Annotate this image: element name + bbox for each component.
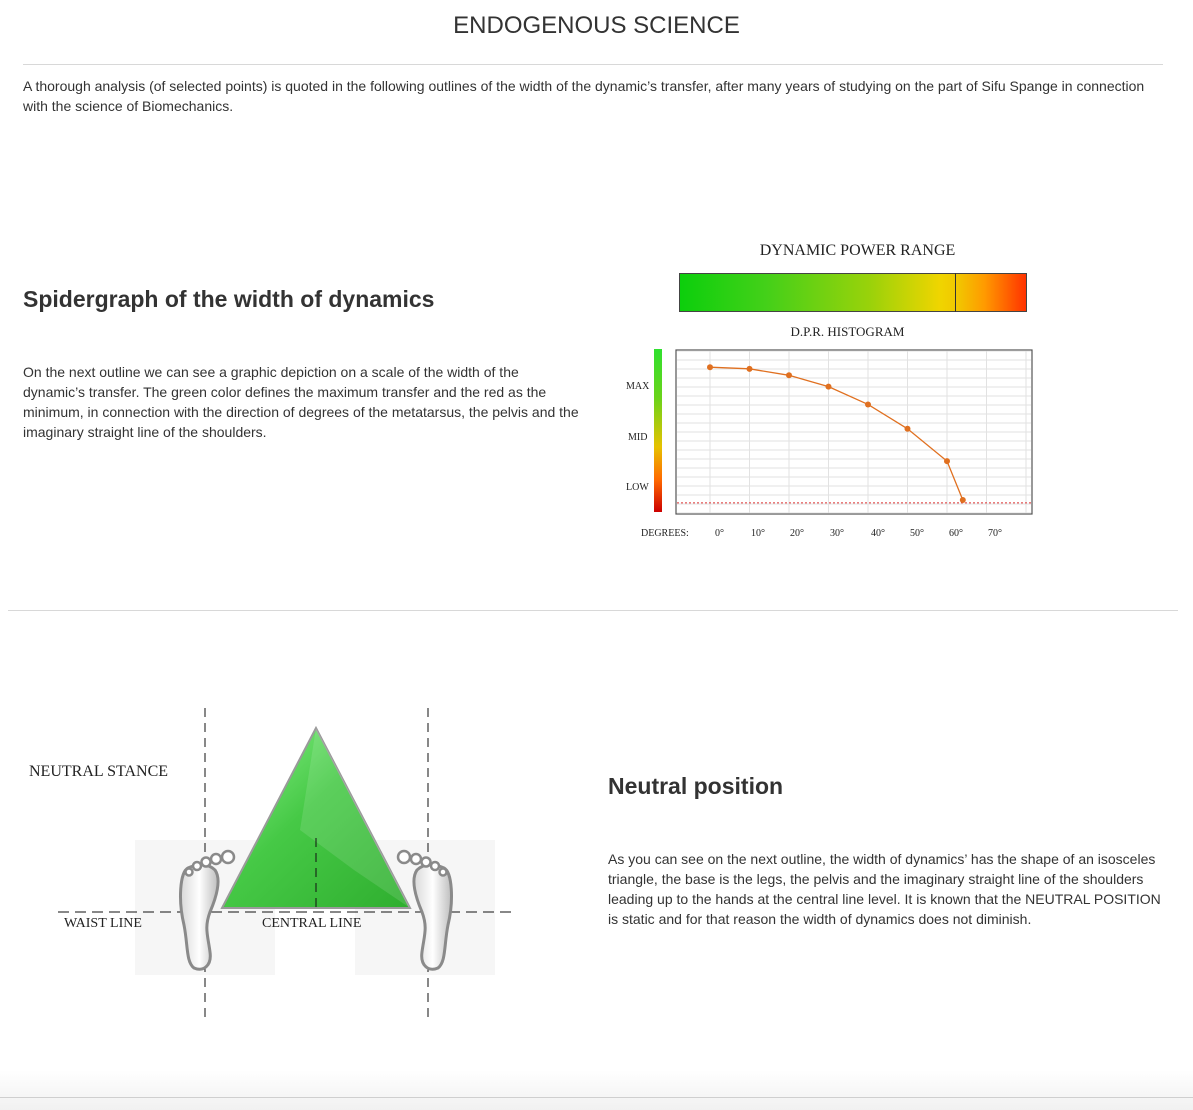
data-point — [905, 426, 911, 432]
range-title: DYNAMIC POWER RANGE — [759, 242, 956, 259]
scale-label-max: MAX — [626, 381, 650, 392]
x-tick-label: 0° — [715, 528, 724, 539]
data-point — [786, 372, 792, 378]
neutral-stance-label: NEUTRAL STANCE — [29, 763, 169, 780]
histogram-plot — [675, 349, 1034, 516]
data-point — [707, 364, 713, 370]
intro-text: A thorough analysis (of selected points) is quoted in the following outlines of the width of the dynamic’s transfer, after many years of studying on the part of Sifu Spange in connection with the science of Biomechanics. — [23, 78, 1145, 114]
data-point — [865, 401, 871, 407]
spidergraph-heading: Spidergraph of the width of dynamics — [23, 286, 435, 312]
vertical-scale-bar — [654, 349, 662, 512]
scale-label-mid: MID — [628, 432, 648, 443]
x-tick-label: 10° — [751, 528, 765, 539]
x-axis-label: DEGREES: — [641, 528, 689, 539]
power-range-bar — [679, 273, 1027, 312]
title-divider — [23, 64, 1163, 65]
central-line-label: CENTRAL LINE — [262, 916, 362, 931]
data-point — [826, 384, 832, 390]
neutral-heading: Neutral position — [608, 773, 784, 799]
data-point — [960, 497, 966, 503]
range-marker — [955, 273, 956, 312]
waist-line-label: WAIST LINE — [64, 916, 142, 931]
page-title: ENDOGENOUS SCIENCE — [453, 12, 740, 39]
x-tick-label: 60° — [949, 528, 963, 539]
data-point — [944, 458, 950, 464]
spidergraph-text: On the next outline we can see a graphic depiction on a scale of the width of the dynamic’s transfer. The green color defines the maximum transfer and the red as the minimum, in connection with the direction of degrees of the metatarsus, the pelvis and the imaginary straight line of the shoulders. — [23, 364, 579, 440]
data-point — [747, 366, 753, 372]
neutral-stance-diagram — [0, 700, 560, 1030]
x-tick-label: 30° — [830, 528, 844, 539]
histogram-title: D.P.R. HISTOGRAM — [790, 324, 905, 339]
scale-label-low: LOW — [626, 482, 649, 493]
x-tick-label: 70° — [988, 528, 1002, 539]
footer-line — [0, 1097, 1193, 1098]
x-tick-label: 20° — [790, 528, 804, 539]
footer — [0, 1070, 1193, 1110]
neutral-text: As you can see on the next outline, the width of dynamics’ has the shape of an isosceles triangle, the base is the legs, the pelvis and the imaginary straight line of the shoulders leading up to the hands at the central line level. It is known that the NEUTRAL POSITION is static and for that reason the width of dynamics does not diminish. — [608, 851, 1161, 927]
section-divider — [8, 610, 1178, 611]
x-tick-label: 50° — [910, 528, 924, 539]
x-tick-label: 40° — [871, 528, 885, 539]
